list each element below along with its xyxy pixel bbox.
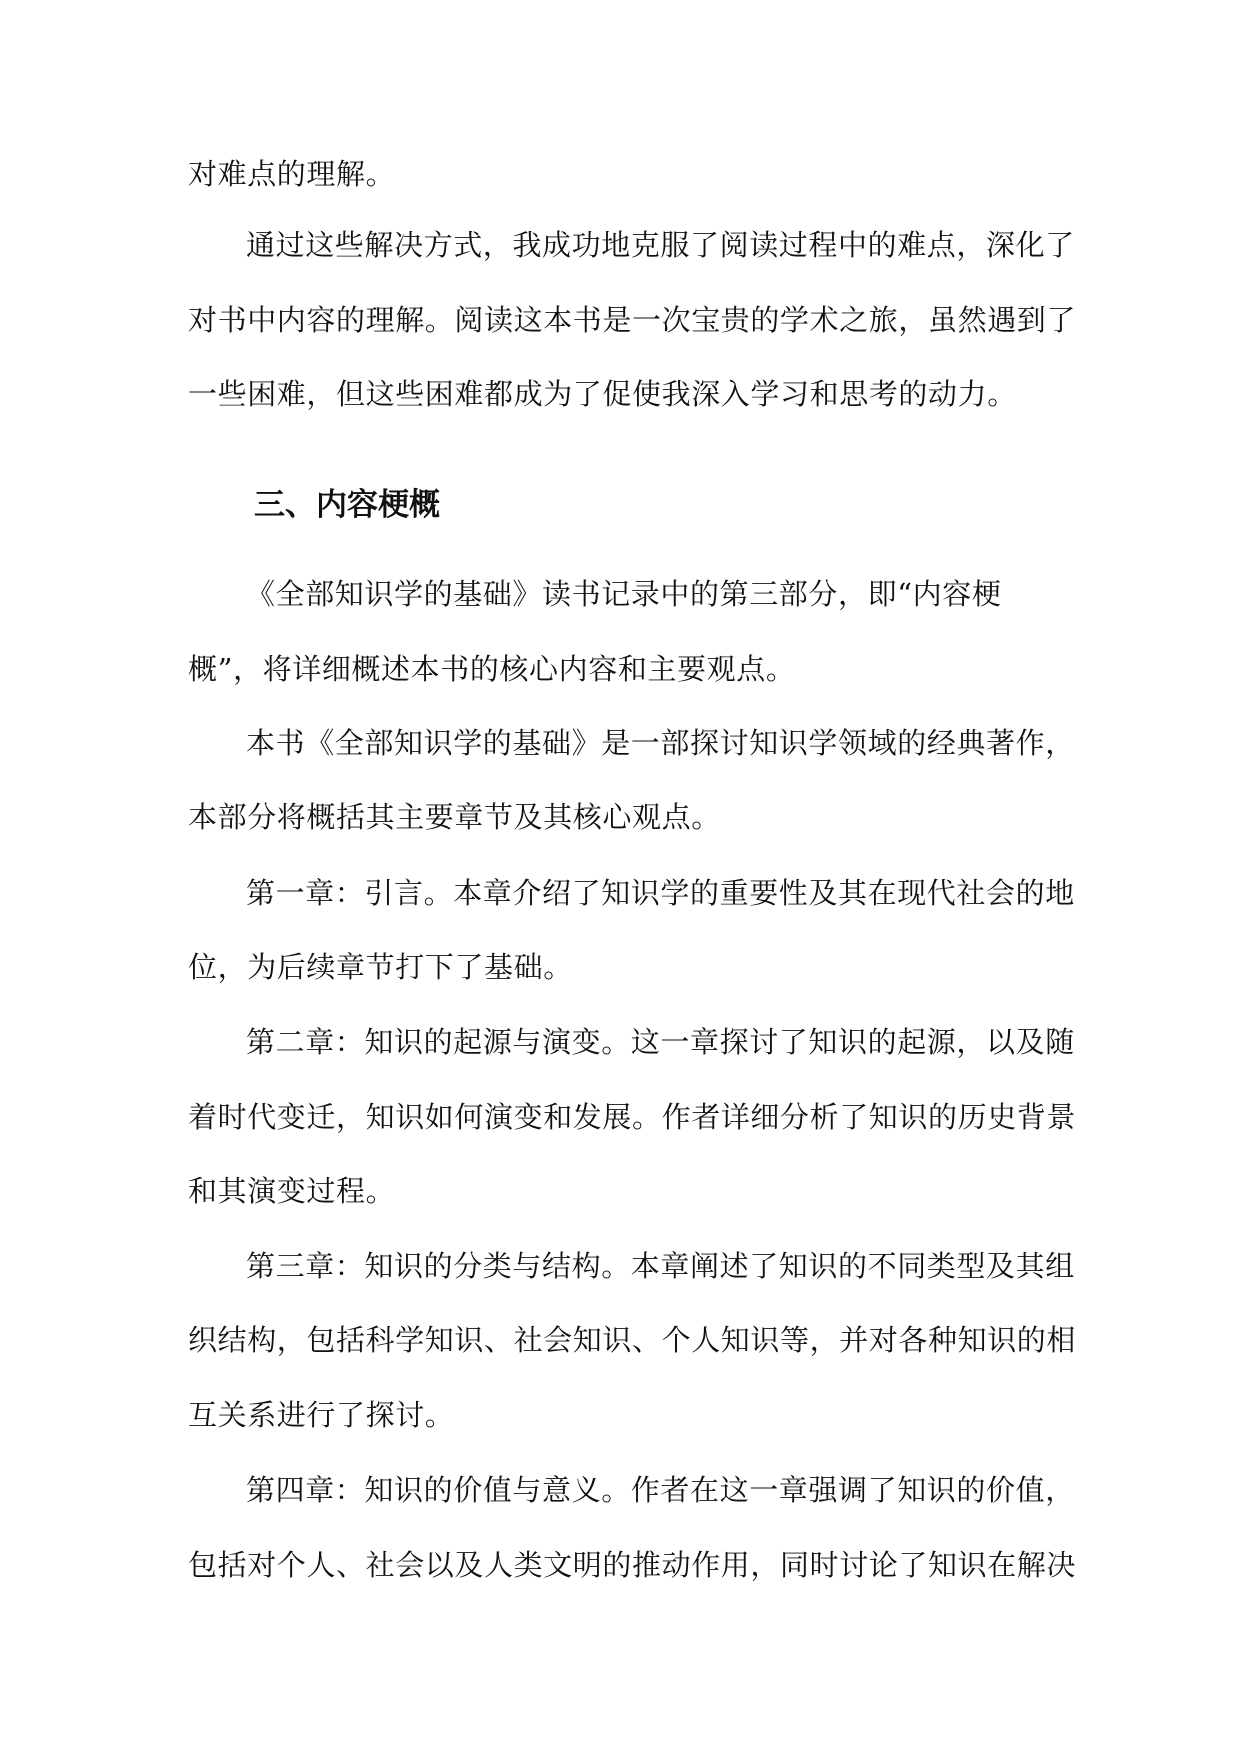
paragraph-line: 本部分将概括其主要章节及其核心观点。 [188,800,721,834]
paragraph-line: 对书中内容的理解。阅读这本书是一次宝贵的学术之旅，虽然遇到了 [188,303,1077,337]
paragraph-line: 和其演变过程。 [188,1174,396,1208]
paragraph-line: 对难点的理解。 [188,157,396,191]
paragraph-line: 第三章：知识的分类与结构。本章阐述了知识的不同类型及其组 [246,1249,1075,1283]
paragraph-line: 第二章：知识的起源与演变。这一章探讨了知识的起源，以及随 [246,1025,1075,1059]
paragraph-line: 本书《全部知识学的基础》是一部探讨知识学领域的经典著作， [246,726,1075,760]
paragraph-line: 《全部知识学的基础》读书记录中的第三部分，即“内容梗 [246,577,1002,611]
paragraph-line: 第四章：知识的价值与意义。作者在这一章强调了知识的价值， [246,1473,1075,1507]
paragraph-line: 第一章：引言。本章介绍了知识学的重要性及其在现代社会的地 [246,876,1075,910]
paragraph-line: 通过这些解决方式，我成功地克服了阅读过程中的难点，深化了 [246,228,1075,262]
paragraph-line: 一些困难，但这些困难都成为了促使我深入学习和思考的动力。 [188,377,1017,411]
paragraph-line: 概”，将详细概述本书的核心内容和主要观点。 [188,652,796,686]
section-heading: 三、内容梗概 [254,487,440,523]
paragraph-line: 着时代变迁，知识如何演变和发展。作者详细分析了知识的历史背景 [188,1100,1077,1134]
paragraph-line: 织结构，包括科学知识、社会知识、个人知识等，并对各种知识的相 [188,1323,1077,1357]
paragraph-line: 包括对个人、社会以及人类文明的推动作用，同时讨论了知识在解决 [188,1548,1077,1582]
paragraph-line: 互关系进行了探讨。 [188,1398,455,1432]
paragraph-line: 位，为后续章节打下了基础。 [188,950,573,984]
